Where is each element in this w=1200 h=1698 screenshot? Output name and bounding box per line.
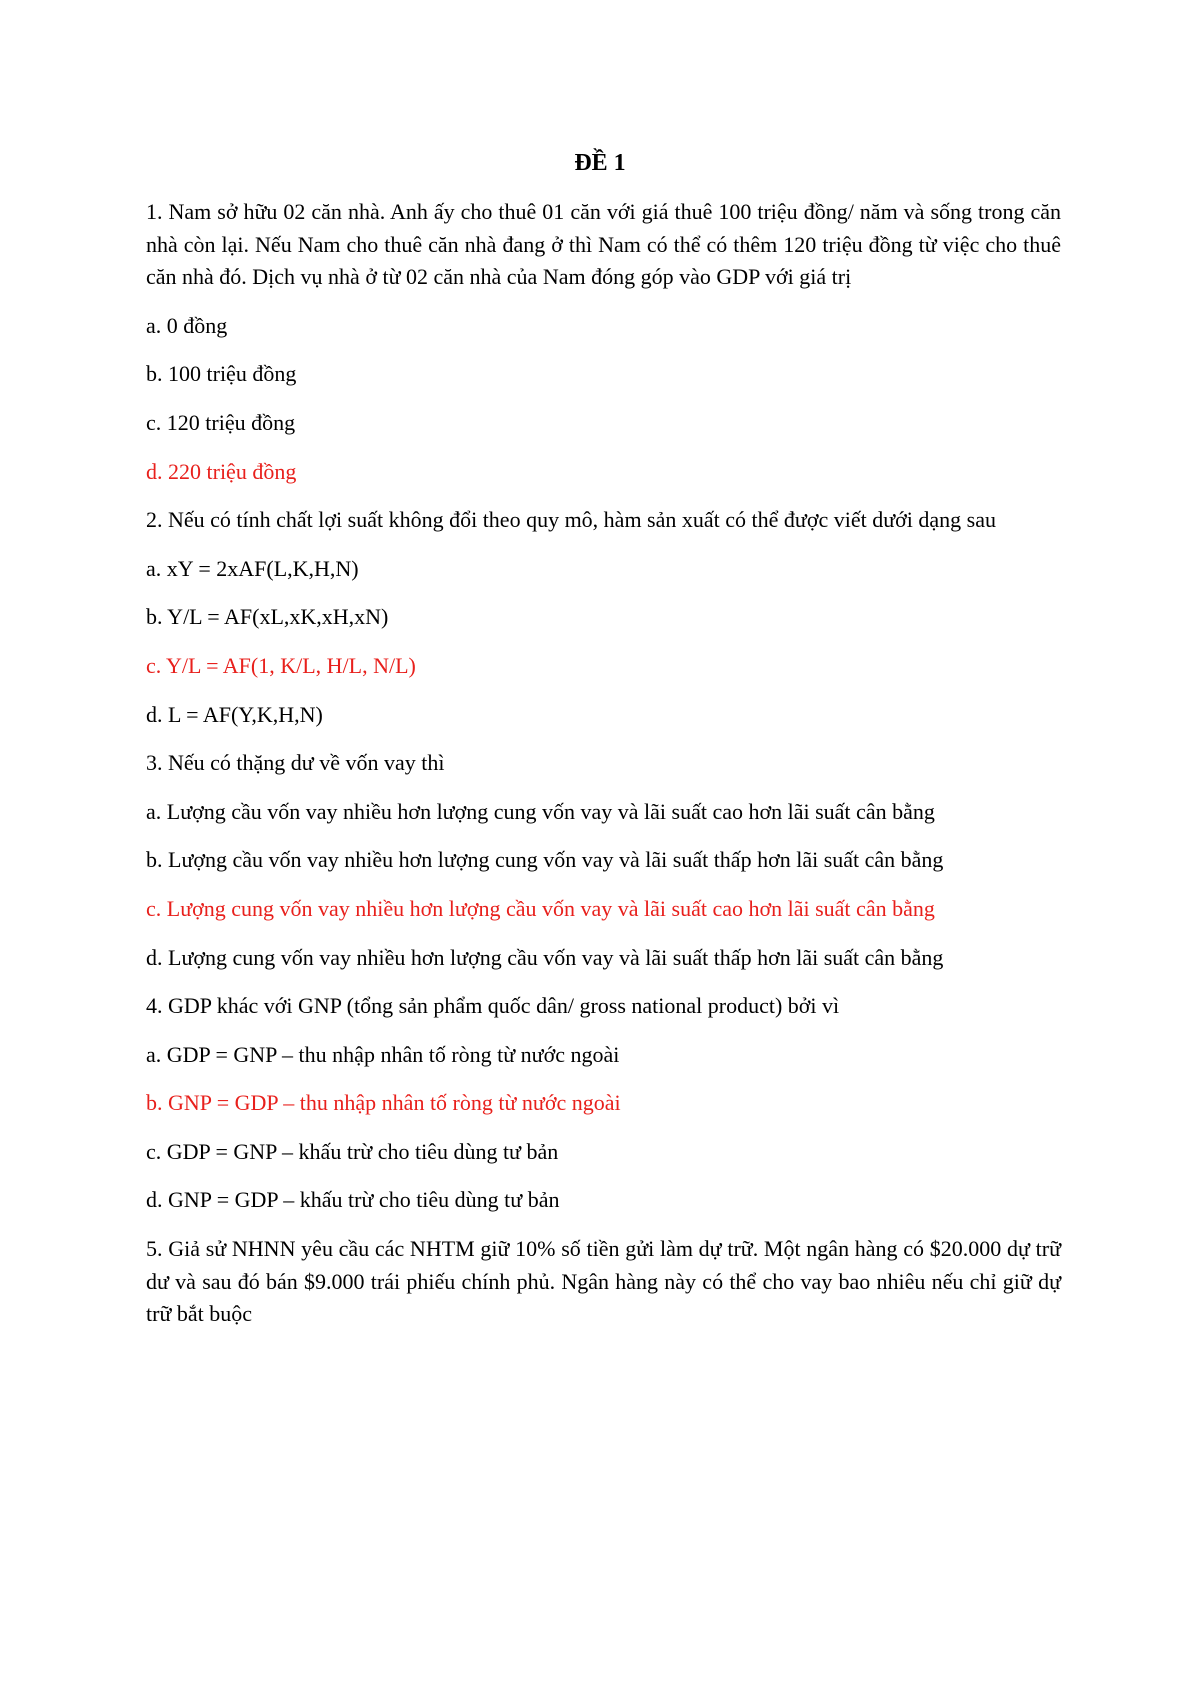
question-1-option-a: a. 0 đồng	[146, 312, 228, 338]
question-1-option-c: c. 120 triệu đồng	[146, 409, 296, 435]
question-2-option-a: a. xY = 2xAF(L,K,H,N)	[146, 555, 359, 581]
page-title: ĐỀ 1	[574, 150, 626, 176]
question-3-option-a: a. Lượng cầu vốn vay nhiều hơn lượng cung vốn vay và lãi suất cao hơn lãi suất cân bằng	[146, 798, 935, 824]
question-list	[146, 196, 1061, 1347]
question-3-option-b: b. Lượng cầu vốn vay nhiều hơn lượng cung vốn vay và lãi suất thấp hơn lãi suất cân bằng	[146, 847, 944, 873]
question-4-option-b-correct: b. GNP = GDP – thu nhập nhân tố ròng từ nước ngoài	[146, 1090, 621, 1116]
question-2-option-c-correct: c. Y/L = AF(1, K/L, H/L, N/L)	[146, 652, 416, 678]
question-4-option-a: a. GDP = GNP – thu nhập nhân tố ròng từ nước ngoài	[146, 1041, 620, 1067]
question-2-text: 2. Nếu có tính chất lợi suất không đổi theo quy mô, hàm sản xuất có thể được viết dưới dạng sau	[146, 507, 996, 533]
question-4-option-d: d. GNP = GDP – khấu trừ cho tiêu dùng tư bản	[146, 1187, 560, 1213]
question-3-option-c-correct: c. Lượng cung vốn vay nhiều hơn lượng cầu vốn vay và lãi suất cao hơn lãi suất cân bằng	[146, 895, 935, 921]
question-4-text: 4. GDP khác với GNP (tổng sản phẩm quốc dân/ gross national product) bởi vì	[146, 993, 840, 1019]
question-2-option-b: b. Y/L = AF(xL,xK,xH,xN)	[146, 604, 389, 630]
question-2-option-d: d. L = AF(Y,K,H,N)	[146, 701, 323, 727]
question-5-text: 5. Giả sử NHNN yêu cầu các NHTM giữ 10% số tiền gửi làm dự trữ. Một ngân hàng có $20.000 dự trữ dư và sau đó bán $9.000 trái phiếu chính phủ. Ngân hàng này có thể cho vay bao nhiêu nếu chỉ giữ dự trữ bắt buộc	[146, 1236, 1061, 1327]
question-4-option-c: c. GDP = GNP – khấu trừ cho tiêu dùng tư bản	[146, 1138, 559, 1164]
question-1-text: 1. Nam sở hữu 02 căn nhà. Anh ấy cho thuê 01 căn với giá thuê 100 triệu đồng/ năm và sống trong căn nhà còn lại. Nếu Nam cho thuê căn nhà đang ở thì Nam có thể có thêm 120 triệu đồng từ việc cho thuê căn nhà đó. Dịch vụ nhà ở từ 02 căn nhà của Nam đóng góp vào GDP với giá trị	[146, 199, 1061, 290]
question-3-option-d: d. Lượng cung vốn vay nhiều hơn lượng cầu vốn vay và lãi suất thấp hơn lãi suất cân bằng	[146, 944, 944, 970]
question-1-option-d-correct: d. 220 triệu đồng	[146, 458, 297, 484]
question-3-text: 3. Nếu có thặng dư về vốn vay thì	[146, 750, 445, 776]
question-1-option-b: b. 100 triệu đồng	[146, 361, 297, 387]
